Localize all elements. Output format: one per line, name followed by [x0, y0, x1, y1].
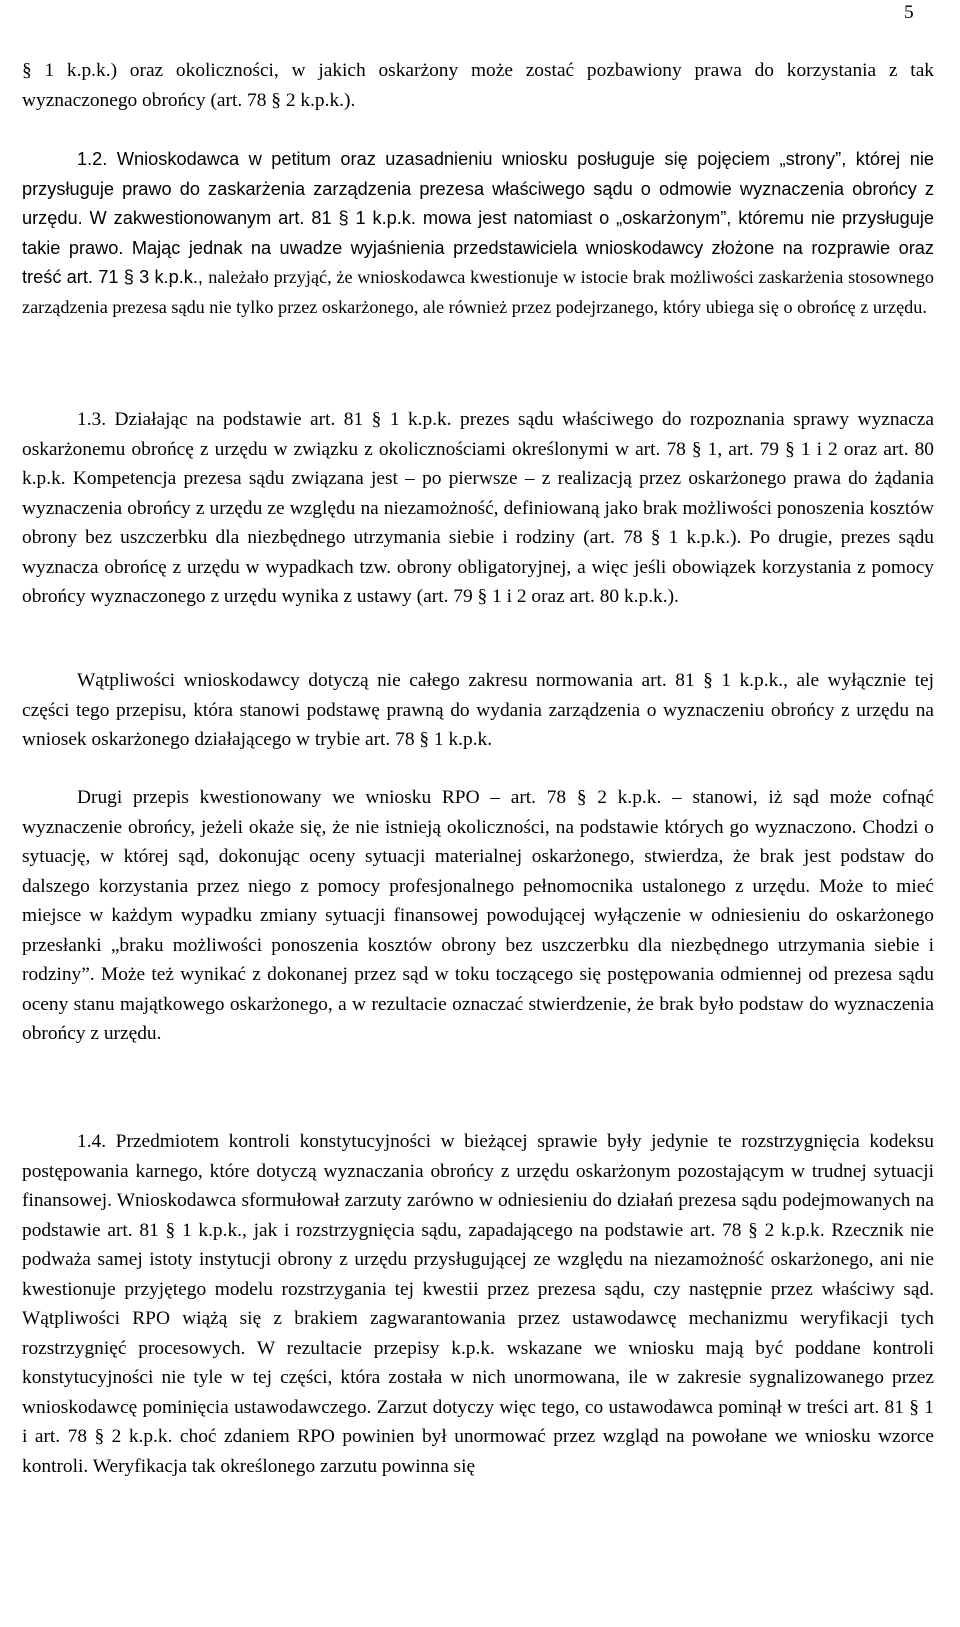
paragraph-continuation: § 1 k.p.k.) oraz okoliczności, w jakich oskarżony może zostać pozbawiony prawa do korzystania z tak wyznaczonego obrońcy (art. 78 § 2 k.p.k.). — [22, 60, 934, 111]
paragraph-doubts: Wątpliwości wnioskodawcy dotyczą nie całego zakresu normowania art. 81 § 1 k.p.k., ale wyłącznie tej części tego przepisu, która stanowi podstawę prawną do wydania zarządzenia o wyznaczeniu obrońcy z urzędu na wniosek oskarżonego działającego w trybie art. 78 § 1 k.p.k. — [22, 670, 934, 750]
page-number: 5 — [904, 2, 914, 23]
paragraph-1-4: 1.4. Przedmiotem kontroli konstytucyjności w bieżącej sprawie były jedynie te rozstrzygnięcia kodeksu postępowania karnego, które dotyczą wyznaczania obrońcy z urzędu oskarżonym pozostającym w trudnej sytuacji finansowej. Wnioskodawca sformułował zarzuty zarówno w odniesieniu do działań prezesa sądu podejmowanych na podstawie art. 81 § 1 k.p.k., jak i rozstrzygnięcia sądu, zapadającego na podstawie art. 78 § 2 k.p.k. Rzecznik nie podważa samej istoty instytucji obrony z urzędu przysługującej ze względu na niezamożność oskarżonego, ani nie kwestionuje przyjętego modelu rozstrzygania tej kwestii przez prezesa sądu, czy następnie przez właściwy sąd. Wątpliwości RPO wiążą się z brakiem zagwarantowania przez ustawodawcę mechanizmu weryfikacji tych rozstrzygnięć procesowych. W rezultacie przepisy k.p.k. wskazane we wniosku mają być poddane kontroli konstytucyjności nie tyle w tej części, która została w nich unormowana, ile w zakresie sygnalizowanego przez wnioskodawcę pominięcia ustawodawczego. Zarzut dotyczy więc tego, co ustawodawca pominął w treści art. 81 § 1 i art. 78 § 2 k.p.k. choć zdaniem RPO powinien był unormować przez wzgląd na powołane we wniosku wzorce kontroli. Weryfikacja tak określonego zarzutu powinna się — [22, 1131, 934, 1477]
paragraph-1-2-first — [22, 145, 934, 322]
paragraph-second-provision: Drugi przepis kwestionowany we wniosku RPO – art. 78 § 2 k.p.k. – stanowi, iż sąd może cofnąć wyznaczenie obrońcy, jeżeli okaże się, że nie istnieją okoliczności, na podstawie których go wyznaczono. Chodzi o sytuację, w której sąd, dokonując oceny sytuacji materialnej oskarżonego, stwierdza, że brak jest podstaw do dalszego korzystania przez niego z pomocy profesjonalnego pełnomocnika ustalonego z urzędu. Może to mieć miejsce w każdym wypadku zmiany sytuacji finansowej powodującej wyłączenie w odniesieniu do oskarżonego przesłanki „braku możliwości ponoszenia kosztów obrony bez uszczerbku dla niezbędnego utrzymania siebie i rodziny”. Może też wynikać z dokonanej przez sąd w toku toczącego się postępowania odmiennej od prezesa sądu oceny stanu majątkowego oskarżonego, a w rezultacie oznaczać stwierdzenie, że brak było podstaw do wyznaczenia obrońcy z urzędu. — [22, 787, 934, 1044]
section-1-2 — [22, 145, 934, 322]
paragraph-1-3: 1.3. Działając na podstawie art. 81 § 1 k.p.k. prezes sądu właściwego do rozpoznania sprawy wyznacza oskarżonemu obrońcę z urzędu w związku z okolicznościami określonymi w art. 78 § 1, art. 79 § 1 i 2 oraz art. 80 k.p.k. Kompetencja prezesa sądu związana jest – po pierwsze – z realizacją przez oskarżonego prawa do żądania wyznaczenia obrońcy z urzędu ze względu na niezamożność, definiowaną jako brak możliwości ponoszenia kosztów obrony bez uszczerbku dla niezbędnego utrzymania siebie i rodziny (art. 78 § 1 k.p.k.). Po drugie, prezes sądu wyznacza obrońcę z urzędu w wypadkach tzw. obrony obligatoryjnej, a więc jeśli obowiązek korzystania z pomocy obrońcy wyznaczonego z urzędu wynika z ustawy (art. 79 § 1 i 2 oraz art. 80 k.p.k.). — [22, 409, 934, 607]
paragraph-1-2-text: 1.2. Wnioskodawca w petitum oraz uzasadnieniu wniosku posługuje się pojęciem „strony”, której nie przysługuje prawo do zaskarżenia zarządzenia prezesa właściwego sądu o odmowie wyznaczenia obrońcy z urzędu. W zakwestionowanym art. 81 § 1 k.p.k. mowa jest natomiast o „oskarżonym”, któremu nie przysługuje takie prawo. Mając jednak na uwadze wyjaśnienia przedstawiciela wnioskodawcy złożone na rozprawie oraz treść art. 71 § 3 k.p.k., — [22, 149, 934, 287]
paragraph-1-2-continuation: należało przyjąć, że wnioskodawca kwestionuje w istocie brak możliwości zaskarżenia stosownego zarządzenia prezesa sądu nie tylko przez oskarżonego, ale również przez podejrzanego, który ubiega się o obrońcę z urzędu. — [22, 267, 934, 317]
